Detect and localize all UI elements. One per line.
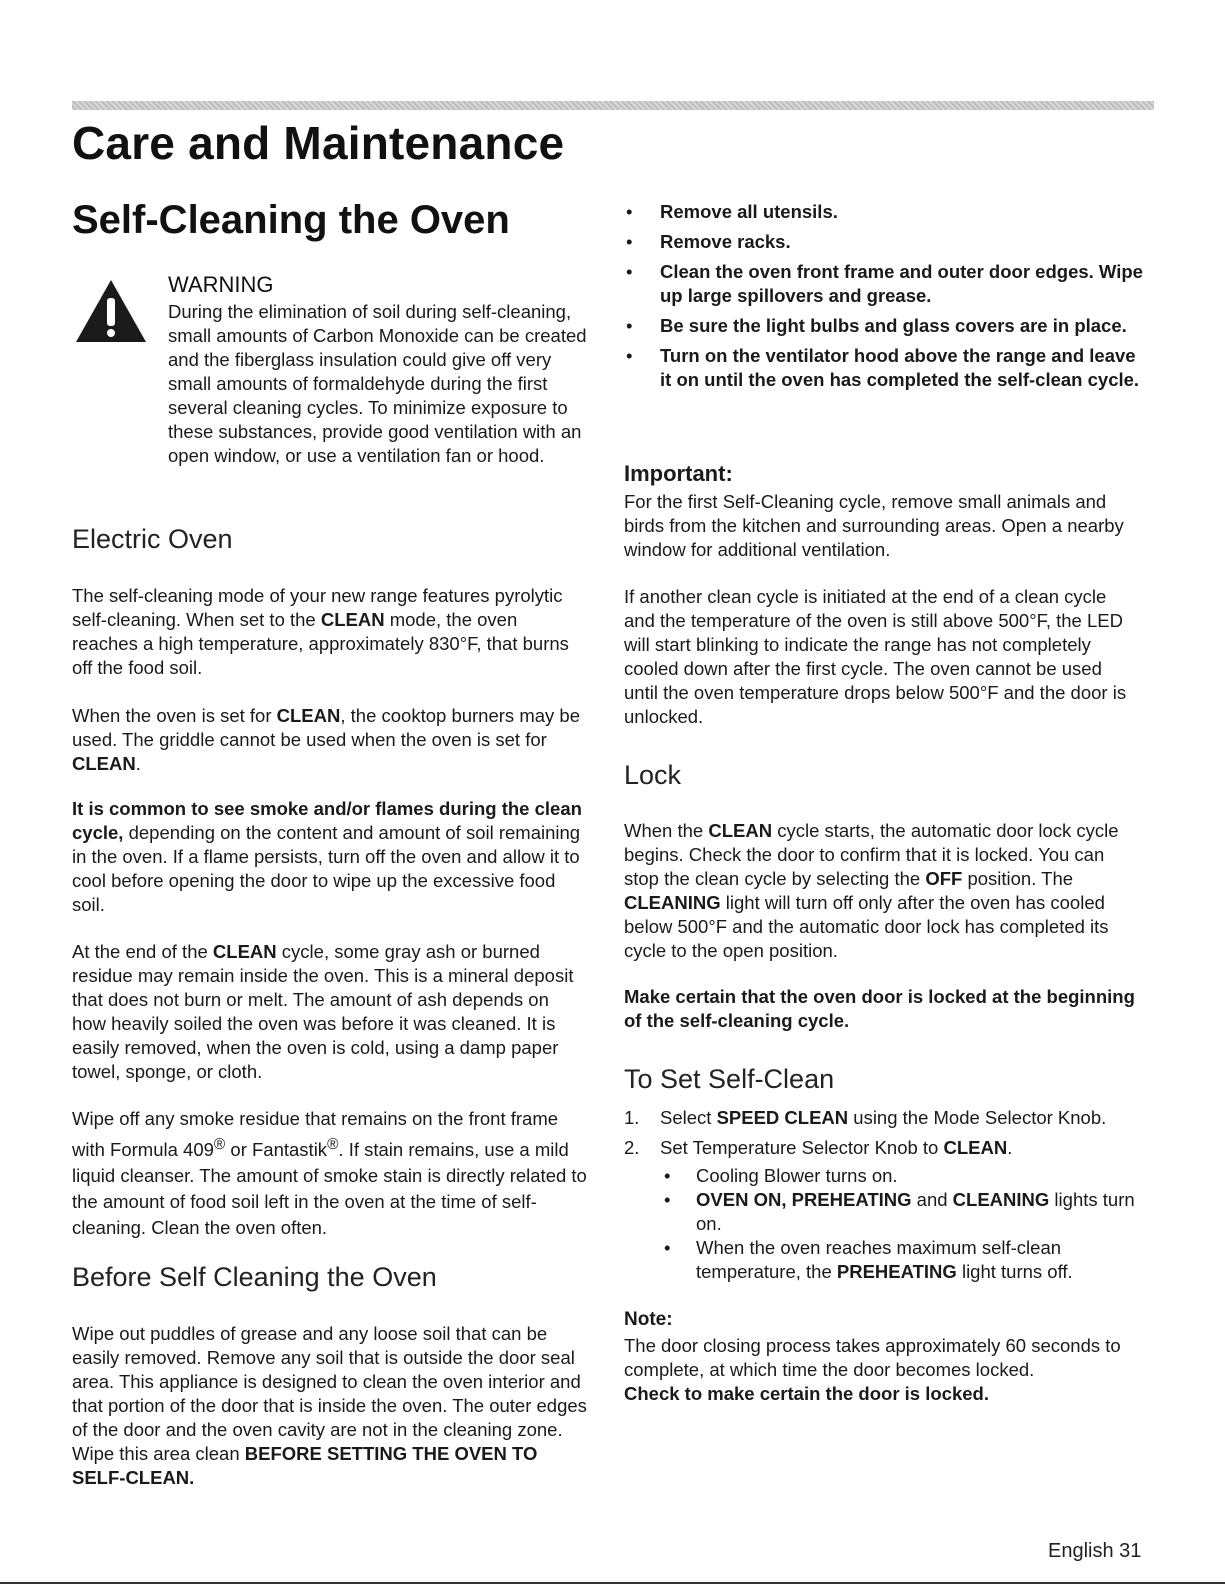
- step-2-substeps: [660, 1164, 1144, 1284]
- important-paragraph-2: If another clean cycle is initiated at the end of a clean cycle and the temperature of the oven is still above 500°F, the LED will start blinking to indicate the range has not completely cooled down after the first cycle. The oven cannot be used until the oven temperature drops below 500°F and the door is unlocked.: [624, 586, 1127, 727]
- electric-paragraph-5: Wipe off any smoke residue that remains on the front frame with Formula 409® or Fantastik®. If stain remains, use a mild liquid cleanser. The amount of smoke stain is directly related to the amount of food soil left in the oven at the time of self-cleaning. Clean the oven often.: [72, 1108, 587, 1239]
- electric-paragraph-2: When the oven is set for CLEAN, the cooktop burners may be used. The griddle cannot be used when the oven is set for CLEAN.: [72, 705, 580, 774]
- warning-body: During the elimination of soil during self-cleaning, small amounts of Carbon Monoxide can be created and the fiberglass insulation could give off very small amounts of formaldehyde during the first several cleaning cycles. To minimize exposure to these substances, provide good ventilation with an open window, or use a ventilation fan or hood.: [168, 301, 587, 466]
- warning-text: [168, 272, 588, 468]
- heading-lock: Lock: [624, 760, 682, 790]
- lock-paragraph-2: Make certain that the oven door is locked at the beginning of the self-cleaning cycle.: [624, 986, 1135, 1031]
- heading-electric-oven: Electric Oven: [72, 524, 233, 554]
- set-clean-steps: [624, 1106, 1144, 1290]
- list-item: • Remove racks.: [624, 230, 1144, 254]
- electric-paragraph-4: At the end of the CLEAN cycle, some gray ash or burned residue may remain inside the oven. This is a mineral deposit that does not burn or melt. The amount of ash depends on how heavily soiled the oven was before it was cleaned. It is easily removed, when the oven is cold, using a damp paper towel, sponge, or cloth.: [72, 941, 574, 1082]
- electric-paragraph-3: It is common to see smoke and/or flames during the clean cycle, depending on the content and amount of soil remaining in the oven. If a flame persists, turn off the oven and allow it to cool before opening the door to wipe up the excessive food soil.: [72, 798, 582, 915]
- heading-before-self-cleaning: Before Self Cleaning the Oven: [72, 1262, 437, 1292]
- page-number: English 31: [1048, 1540, 1142, 1562]
- warning-title: WARNING: [168, 272, 274, 297]
- note-text: The door closing process takes approximately 60 seconds to complete, at which time the door becomes locked. Check to make certain the door is locked.: [624, 1335, 1121, 1404]
- list-item: • Clean the oven front frame and outer door edges. Wipe up large spillovers and grease.: [624, 260, 1144, 308]
- before-paragraph: Wipe out puddles of grease and any loose soil that can be easily removed. Remove any soil that is outside the door seal area. This appliance is designed to clean the oven interior and that portion of the door that is inside the oven. The outer edges of the door and the oven cavity are not in the cleaning zone. Wipe this area clean BEFORE SETTING THE OVEN TO SELF-CLEAN.: [72, 1323, 587, 1488]
- warning-triangle-icon: [74, 278, 148, 344]
- electric-paragraph-1: The self-cleaning mode of your new range features pyrolytic self-cleaning. When set to the CLEAN mode, the oven reaches a high temperature, approximately 830°F, that burns off the food soil.: [72, 585, 569, 678]
- step-2: 2. Set Temperature Selector Knob to CLEAN. • Cooling Blower turns on. • OVEN ON, PREHEATING and CLEANING lights turn on. • When the oven reaches maximum self-clean temperature, the PREHEATING light turns off.: [624, 1136, 1144, 1284]
- page-title: Care and Maintenance: [72, 117, 565, 169]
- heading-note: Note:: [624, 1309, 673, 1330]
- bottom-rule: [0, 1582, 1225, 1584]
- prep-bullet-list: [624, 200, 1144, 398]
- list-item: • Remove all utensils.: [624, 200, 1144, 224]
- list-item: • Turn on the ventilator hood above the range and leave it on until the oven has completed the self-clean cycle.: [624, 344, 1144, 392]
- step-1: 1. Select SPEED CLEAN using the Mode Selector Knob.: [624, 1107, 1107, 1128]
- list-item: • Cooling Blower turns on.: [660, 1164, 1144, 1188]
- lock-paragraph-1: When the CLEAN cycle starts, the automatic door lock cycle begins. Check the door to confirm that it is locked. You can stop the clean cycle by selecting the OFF position. The CLEANING light will turn off only after the oven has cooled below 500°F and the automatic door lock has completed its cycle to the open position.: [624, 820, 1119, 961]
- heading-important: Important:: [624, 461, 733, 486]
- list-item: • When the oven reaches maximum self-clean temperature, the PREHEATING light turns off.: [660, 1236, 1144, 1284]
- section-title: Self-Cleaning the Oven: [72, 198, 510, 242]
- list-item: • Be sure the light bulbs and glass covers are in place.: [624, 314, 1144, 338]
- important-text: For the first Self-Cleaning cycle, remove small animals and birds from the kitchen and surrounding areas. Open a nearby window for additional ventilation.: [624, 491, 1124, 560]
- heading-set-self-clean: To Set Self-Clean: [624, 1064, 835, 1094]
- header-rule: [72, 101, 1154, 110]
- list-item: • OVEN ON, PREHEATING and CLEANING lights turn on.: [660, 1188, 1144, 1236]
